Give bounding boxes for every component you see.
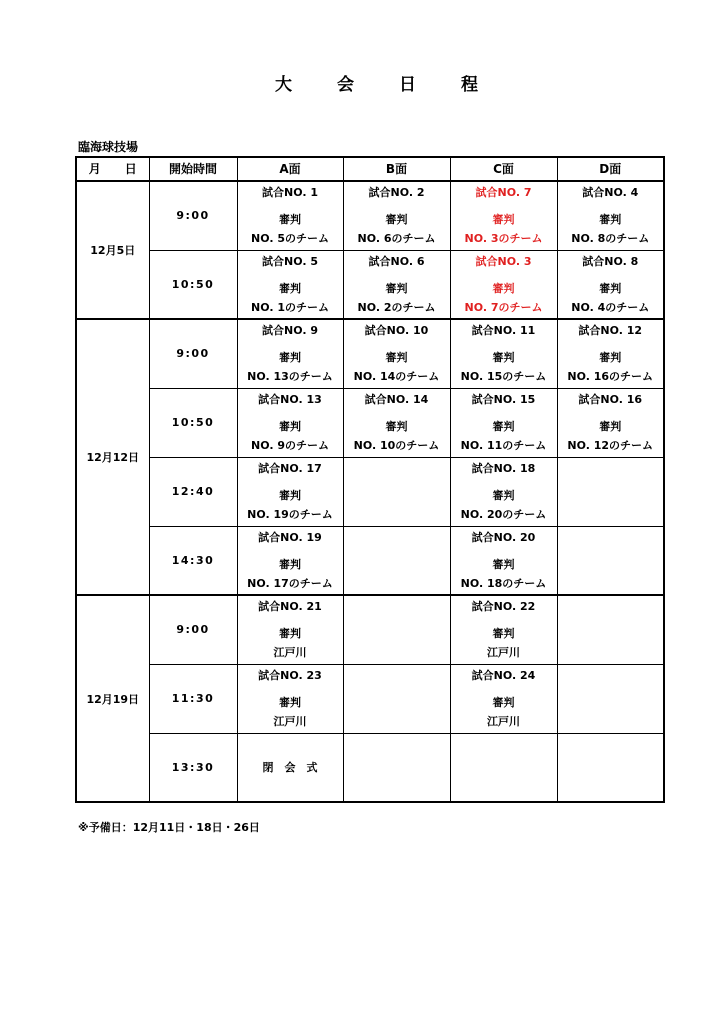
- match-number: 試合NO. 5: [262, 254, 318, 268]
- closing-ceremony-label: 閉 会 式: [262, 761, 318, 775]
- referee-label: 審判: [279, 695, 301, 709]
- referee-label: 審判: [385, 351, 408, 364]
- referee-team: NO. 14のチーム: [353, 370, 440, 383]
- referee-team: NO. 19のチーム: [247, 507, 333, 521]
- match-number: 試合NO. 2: [368, 186, 425, 199]
- court-a-cell: [237, 388, 343, 457]
- court-b-cell: [343, 595, 450, 664]
- court-a-cell: [237, 181, 343, 250]
- referee-team: NO. 18のチーム: [460, 576, 547, 590]
- header-date: 月 日: [76, 157, 149, 181]
- start-time-cell: 14:30: [149, 526, 237, 595]
- header-court-c: C面: [450, 157, 557, 181]
- match-number: 試合NO. 18: [471, 461, 536, 475]
- referee-team: NO. 3のチーム: [464, 232, 543, 245]
- court-d-cell: [557, 595, 664, 664]
- referee-label: 審判: [599, 351, 622, 364]
- referee-team: 江戸川: [273, 714, 307, 728]
- schedule-row: [76, 733, 664, 802]
- referee-team: NO. 12のチーム: [567, 438, 654, 452]
- header-court-b: B面: [343, 157, 450, 181]
- match-number: 試合NO. 23: [258, 668, 322, 682]
- court-d-cell: [557, 250, 664, 319]
- match-number: 試合NO. 11: [471, 324, 536, 337]
- referee-label: 審判: [492, 213, 515, 226]
- referee-team: NO. 15のチーム: [460, 370, 547, 383]
- referee-label: 審判: [492, 695, 515, 709]
- court-a-cell: [237, 319, 343, 388]
- page-title: 大 会 日 程: [275, 75, 492, 95]
- court-b-cell: [343, 733, 450, 802]
- referee-team: NO. 1のチーム: [251, 300, 329, 314]
- court-d-cell: [557, 181, 664, 250]
- match-number: 試合NO. 1: [262, 186, 318, 199]
- court-a-cell: [237, 457, 343, 526]
- schedule-row: [76, 319, 664, 388]
- match-number: 試合NO. 3: [475, 254, 532, 268]
- court-a-cell: [237, 595, 343, 664]
- header-start-time: 開始時間: [149, 157, 237, 181]
- referee-label: 審判: [492, 488, 515, 502]
- date-cell: 12月5日: [76, 181, 149, 319]
- court-b-cell: [343, 319, 450, 388]
- court-b-cell: [343, 664, 450, 733]
- referee-team: NO. 16のチーム: [567, 370, 654, 383]
- match-number: 試合NO. 17: [258, 461, 322, 475]
- start-time-cell: 12:40: [149, 457, 237, 526]
- match-number: 試合NO. 6: [368, 254, 425, 268]
- match-number: 試合NO. 12: [578, 324, 643, 337]
- date-cell: 12月12日: [76, 319, 149, 595]
- start-time-cell: 10:50: [149, 250, 237, 319]
- reserve-days-note: ※予備日：12月11日・18日・26日: [78, 821, 260, 834]
- schedule-row: [76, 181, 664, 250]
- referee-team: 江戸川: [487, 646, 520, 659]
- court-c-cell: [450, 250, 557, 319]
- referee-label: 審判: [279, 488, 301, 502]
- match-number: 試合NO. 21: [258, 600, 322, 613]
- referee-label: 審判: [492, 281, 515, 295]
- referee-label: 審判: [279, 419, 301, 433]
- referee-label: 審判: [599, 213, 622, 226]
- schedule-header: [76, 157, 664, 181]
- court-a-cell: [237, 664, 343, 733]
- referee-team: NO. 10のチーム: [353, 438, 440, 452]
- referee-label: 審判: [492, 351, 515, 364]
- referee-label: 審判: [279, 351, 301, 364]
- court-b-cell: [343, 457, 450, 526]
- court-a-cell: [237, 250, 343, 319]
- referee-label: 審判: [492, 557, 515, 571]
- court-b-cell: [343, 388, 450, 457]
- referee-team: NO. 7のチーム: [464, 300, 543, 314]
- match-number: 試合NO. 8: [582, 254, 639, 268]
- court-a-cell: [237, 733, 343, 802]
- schedule-row: [76, 457, 664, 526]
- match-number: 試合NO. 19: [258, 530, 322, 544]
- referee-label: 審判: [492, 627, 515, 640]
- start-time-cell: 9:00: [149, 595, 237, 664]
- match-number: 試合NO. 15: [471, 392, 536, 406]
- court-d-cell: [557, 526, 664, 595]
- referee-label: 審判: [279, 627, 301, 640]
- start-time-cell: 10:50: [149, 388, 237, 457]
- header-court-d: D面: [557, 157, 664, 181]
- schedule-row: [76, 595, 664, 664]
- court-b-cell: [343, 181, 450, 250]
- court-d-cell: [557, 457, 664, 526]
- schedule-row: [76, 388, 664, 457]
- referee-team: NO. 11のチーム: [460, 438, 547, 452]
- referee-label: 審判: [492, 419, 515, 433]
- schedule-row: [76, 250, 664, 319]
- match-number: 試合NO. 14: [364, 392, 429, 406]
- match-number: 試合NO. 9: [262, 324, 318, 337]
- court-c-cell: [450, 388, 557, 457]
- schedule-row: [76, 526, 664, 595]
- court-c-cell: [450, 181, 557, 250]
- court-c-cell: [450, 457, 557, 526]
- referee-label: 審判: [599, 281, 622, 295]
- referee-label: 審判: [385, 281, 408, 295]
- start-time-cell: 9:00: [149, 181, 237, 250]
- date-cell: 12月19日: [76, 595, 149, 802]
- match-number: 試合NO. 16: [578, 392, 643, 406]
- referee-team: NO. 13のチーム: [247, 370, 333, 383]
- court-c-cell: [450, 595, 557, 664]
- court-d-cell: [557, 388, 664, 457]
- start-time-cell: 13:30: [149, 733, 237, 802]
- start-time-cell: 9:00: [149, 319, 237, 388]
- referee-team: NO. 6のチーム: [357, 232, 436, 245]
- referee-label: 審判: [385, 419, 408, 433]
- referee-label: 審判: [279, 557, 301, 571]
- referee-team: NO. 8のチーム: [571, 232, 650, 245]
- referee-team: NO. 5のチーム: [251, 232, 329, 245]
- referee-team: 江戸川: [487, 714, 520, 728]
- court-c-cell: [450, 664, 557, 733]
- match-number: 試合NO. 24: [471, 668, 536, 682]
- court-a-cell: [237, 526, 343, 595]
- match-number: 試合NO. 10: [364, 324, 429, 337]
- referee-label: 審判: [599, 419, 622, 433]
- referee-team: NO. 20のチーム: [460, 507, 547, 521]
- schedule-body: [76, 181, 664, 802]
- referee-team: 江戸川: [273, 646, 307, 659]
- start-time-cell: 11:30: [149, 664, 237, 733]
- match-number: 試合NO. 7: [475, 186, 532, 199]
- court-c-cell: [450, 733, 557, 802]
- court-b-cell: [343, 250, 450, 319]
- court-d-cell: [557, 664, 664, 733]
- court-d-cell: [557, 733, 664, 802]
- schedule-row: [76, 664, 664, 733]
- header-court-a: A面: [237, 157, 343, 181]
- referee-label: 審判: [279, 213, 301, 226]
- court-b-cell: [343, 526, 450, 595]
- referee-team: NO. 2のチーム: [357, 300, 436, 314]
- match-number: 試合NO. 22: [471, 600, 536, 613]
- referee-team: NO. 4のチーム: [571, 300, 650, 314]
- court-c-cell: [450, 319, 557, 388]
- match-number: 試合NO. 13: [258, 392, 322, 406]
- referee-team: NO. 9のチーム: [251, 438, 329, 452]
- venue-label: 臨海球技場: [78, 140, 139, 154]
- referee-label: 審判: [279, 281, 301, 295]
- referee-team: NO. 17のチーム: [247, 576, 333, 590]
- match-number: 試合NO. 4: [582, 186, 639, 199]
- court-c-cell: [450, 526, 557, 595]
- court-d-cell: [557, 319, 664, 388]
- match-number: 試合NO. 20: [471, 530, 536, 544]
- referee-label: 審判: [385, 213, 408, 226]
- schedule-table: [75, 156, 665, 803]
- header-row: [76, 157, 664, 181]
